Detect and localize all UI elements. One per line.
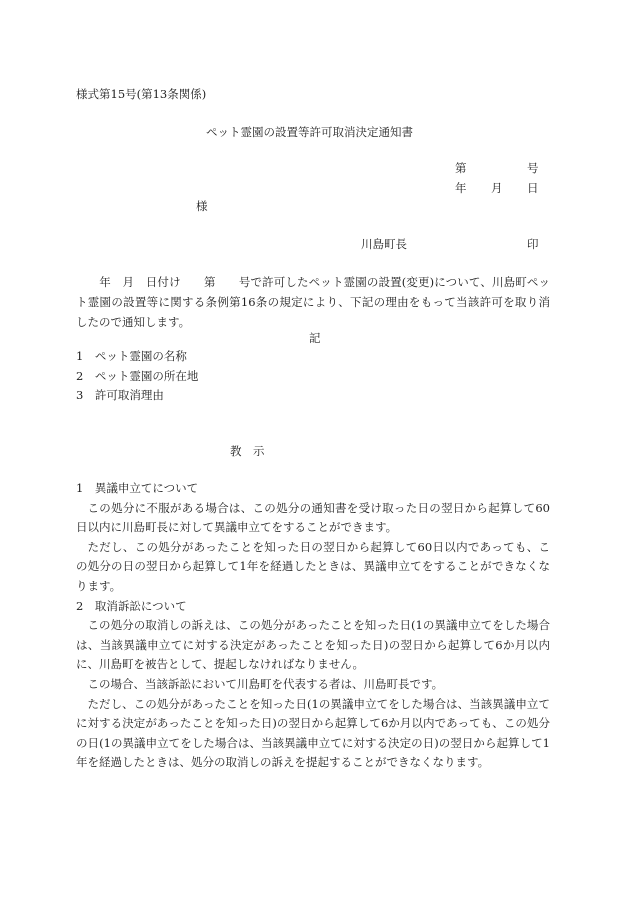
notice-body [76,479,550,773]
addressee-suffix: 様 [196,199,208,213]
notice-section-2-heading: 2 取消訴訟について [76,598,187,613]
form-label: 様式第15号(第13条関係) [76,87,207,101]
seal-mark: 印 [527,237,539,251]
notice-paragraph: ただし、この処分があったことを知った日(1の異議申立てをした場合は、当該異議申立てに対する決定があったことを知った日)の翌日から起算して6か月以内であっても、この処分の日(1の異議申立てをした場合は、当該異議申立てに対する決定の日)の翌日から起算して1年を経過したときは、処分の取消しの訴えを提起することができなくなります。 [76,696,550,770]
document-title: ペット霊園の設置等許可取消決定通知書 [206,125,413,139]
doc-number-suffix: 号 [527,161,539,175]
notice-paragraph: この処分の取消しの訴えは、この処分があったことを知った日(1の異議申立てをした場合は、当該異議申立てに対する決定があったことを知った日)の翌日から起算して6か月以内に、川島町を被告として、提起しなければなりません。 [76,618,550,672]
notice-paragraph: ただし、この処分があったことを知った日の翌日から起算して60日以内であっても、この処分の日の翌日から起算して1年を経過したときは、異議申立てをすることができなくなります。 [76,539,550,593]
notice-title: 教 示 [230,444,265,458]
notice-section-1-heading: 1 異議申立てについて [76,481,199,495]
date-month: 月 [491,181,503,195]
issuer-name: 川島町長 [361,237,407,251]
notice-paragraph: この場合、当該訴訟において川島町を代表する者は、川島町長です。 [87,676,444,691]
notice-paragraph: この処分に不服がある場合は、この処分の通知書を受け取った日の翌日から起算して60日以内に川島町長に対して異議申立てをすることができます。 [76,500,550,535]
ki-heading: 記 [309,331,321,345]
body-paragraph: 年 月 日付け 第 号で許可したペット霊園の設置(変更)について、川島町ペット霊園の設置等に関する条例第16条の規定により、下記の理由をもって当該許可を取り消したので通知します。 [76,275,550,329]
list-item: 2 ペット霊園の所在地 [76,369,199,383]
date-day: 日 [527,181,539,195]
date-year: 年 [455,181,467,195]
list-item: 1 ペット霊園の名称 [76,349,187,363]
doc-number-prefix: 第 [455,161,467,175]
list-item: 3 許可取消理由 [76,388,164,402]
